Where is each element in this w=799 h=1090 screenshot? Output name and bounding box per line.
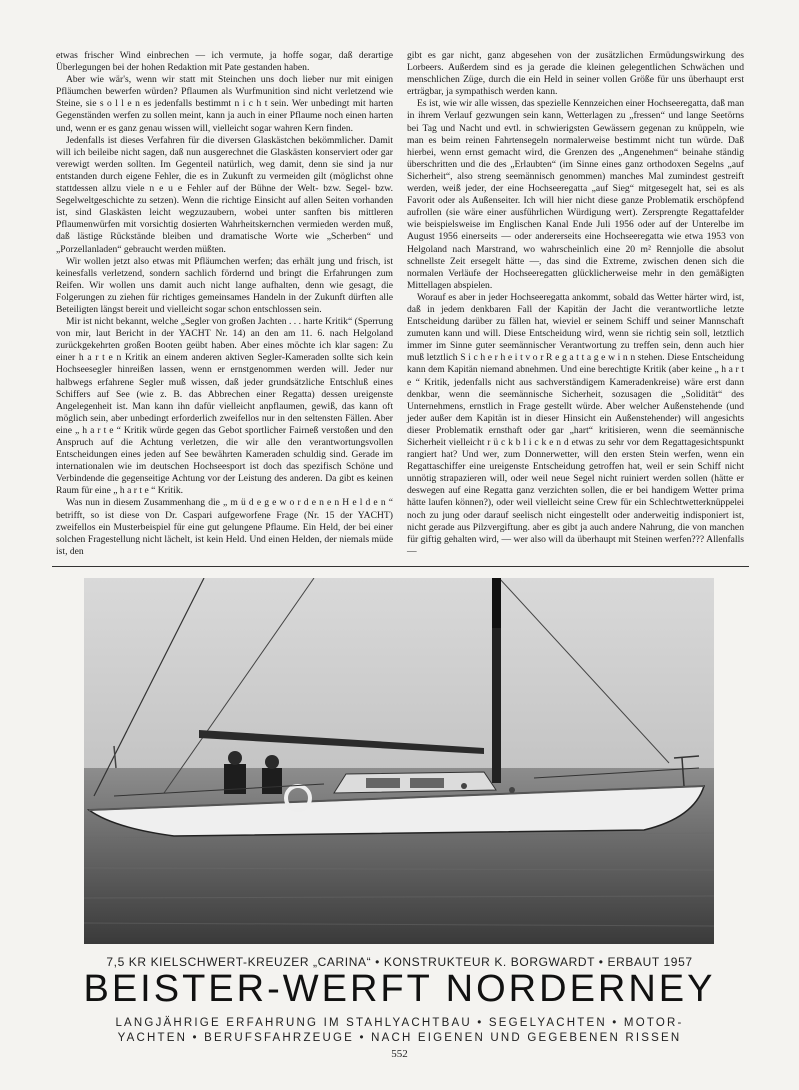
- paragraph: etwas frischer Wind einbrechen — ich vermute, ja hoffe sogar, daß derartige Überlegungen bei der hohen Redaktion mit Pate gestanden haben.: [56, 50, 393, 74]
- paragraph: Es ist, wie wir alle wissen, das spezielle Kennzeichen einer Hochseeregatta, daß man in ihrem Verlauf gezwungen sein kann, Wetterlagen zu „fressen“ und lange Seetörns bei Tag und Nacht und evtl. in schwierigsten Gewässern gegenan zu knüppeln, wie man es beim reinen Fahrtensegeln normalerweise bestimmt nicht tun würde. Daß hierbei, wenn ernst gemacht wird, die Grenzen des „Angenehmen“ beinahe ständig überschritten und die des „Erlaubten“ (im Sinne eines ganz orthodoxen Segelns „auf Sicherheit“, also streng seemännisch genommen) manches Mal zumindest gestreift werden, weiß jeder, der eine Hochseeregatta „auf Sieg“ mitgesegelt hat, sei es als Favorit oder als Außenseiter. Ich will hier nicht diese ganze Problematik erschöpfend aufrollen (sie wäre einer ausführlichen Würdigung wert). Zersprengte Regattafelder wie beispielsweise im Englischen Kanal Ende Juli 1956 oder auf der Unterelbe im August 1956 einerseits — oder andererseits eine Hochseeregatta wie etwa 1953 von Helgoland nach Marstrand, wo wahrscheinlich eine 20 m² Rennjolle die absolut schnellste Zeit ersegelt hätte —, das sind die Extreme, zwischen denen sich die normalen Verläufe der Hochseeregatten glücklicherweise mehr in den gemäßigten Mittellagen abspielen.: [407, 98, 744, 291]
- photo-caption: 7,5 KR KIELSCHWERT-KREUZER „CARINA“ • KONSTRUKTEUR K. BORGWARDT • ERBAUT 1957: [106, 955, 693, 969]
- tagline-line-2: YACHTEN • BERUFSFAHRZEUGE • NACH EIGENEN UND GEGEBENEN RISSEN: [117, 1032, 682, 1044]
- paragraph: Wir wollen jetzt also etwas mit Pfläumchen werfen; das erhält jung und frisch, ist keinesfalls verletzend, sondern sachlich fördernd und bringt die Erfahrungen zum Reifen. Wir wollen uns damit auch nicht lange aufhalten, denn wie gesagt, die Folgerungen zu ziehen für richtiges gemeinsames Handeln in der Zukunft dürften alle Beteiligten längst bereit und vielleicht sogar schon entschlossen sein.: [56, 255, 393, 315]
- right-text-column: [407, 50, 744, 558]
- divider-rule: [52, 566, 749, 567]
- shipyard-brand-title: BEISTER-WERFT NORDERNEY: [83, 968, 716, 1010]
- tagline-line-1: LANGJÄHRIGE ERFAHRUNG IM STAHLYACHTBAU • SEGELYACHTEN • MOTOR-: [115, 1017, 684, 1029]
- page-number: 552: [391, 1048, 408, 1060]
- paragraph: Worauf es aber in jeder Hochseeregatta ankommt, sobald das Wetter härter wird, ist, daß in jedem denkbaren Fall der Kapitän der Jacht die verantwortliche letzte Entscheidung darüber zu fällen hat, wieviel er seinem Schiff und seiner Mannschaft zumuten kann und will. Diese Entscheidung wird, wenn sie richtig sein soll, letztlich immer im Sinne guter seemännischer Verantwortung zu treffen sein, denn auch hier muß letztlich S i c h e r h e i t v o r R e g a t t a g e w i n n stehen. Diese Entscheidung kann dem Kapitän niemand abnehmen. Und eine berechtigte Kritik (aber keine „ h a r t e “ Kritik, jedenfalls nicht aus sachverständigem Kameradenkreise) wäre erst dann denkbar, wenn die seemännische Sicherheit, sozusagen die „Solidität“ des Unternehmens, ernstlich in Frage gestellt würde. Aber welcher Außenstehende (und jeder außer dem Kapitän ist in dieser Hinsicht ein Außenstehender) will angesichts dieser Problematik ernsthaft oder gar „hart“ kritisieren, wenn die seemännische Sicherheit vielleicht r ü c k b l i c k e n d etwas zu sehr vor dem Regattagesichtspunkt rangiert hat? Und wer, zum Donnerwetter, will den ersten Stein werfen, wenn ein Regattaschiffer eine ureigenste Entscheidung getroffen hat, weil er sein Schiff nicht unnötig strapazieren will, oder weil neue Segel nicht ruiniert werden sollen (hätte er deswegen auf eine Regatta ganz verzichten sollen, die er bei handigem Wetter prima hätte laufen können?), oder weil vielleicht seine Crew für ein Schlechtwetterknüppelei noch zu jung oder darauf seelisch nicht eingestellt oder anderweitig indisponiert ist, nicht gerade aus Pilzvergiftung. aber es gibt ja auch andere Nahrung, die von manchen für giftig gehalten wird, — wer also will da überhaupt mit Steinen werfen??? Allenfalls —: [407, 291, 744, 557]
- left-text-column: [56, 50, 393, 558]
- paragraph: gibt es gar nicht, ganz abgesehen von der zusätzlichen Ermüdungswirkung des Lorbeers. Außerdem sind es ja gerade die kleinen gelegentlichen Schwächen und menschlichen Züge, durch die ein Held in seiner vollen Größe für uns überhaupt erst erträgbar, ja sympathisch werden kann.: [407, 50, 744, 98]
- paragraph: Mir ist nicht bekannt, welche „Segler von großen Jachten . . . harte Kritik“ (Sperrung von mir, laut Bericht in der YACHT Nr. 14) an den am 11. 6. nach Helgoland zurückgekehrten großen Booten geübt haben. Aber eines möchte ich klar sagen: Zu einer h a r t e n Kritik an einem anderen aktiven Segler-Kameraden sollte sich kein Hochseesegler hinreißen lassen, wenn er ernstgenommen werden will. Jeder nur halbwegs erfahrene Segler muß wissen, daß jeder grundsätzliche Entschluß eines Schiffers auf See (wie z. B. das Abbrechen einer Regatta) dessen ureigenste Angelegenheit ist. Man kann ihn dafür vielleicht anpflaumen, gewiß, das kann oft möglich sein, aber unbedingt erforderlich zweifellos nur in den seltensten Fällen. Aber eine „ h a r t e “ Kritik würde gegen das Gebot sportlicher Fairneß verstoßen und den Anspruch auf die Achtung verletzen, die wir alle den verantwortungsvollen Entscheidungen eines jeden auf See bewährten Kameraden schuldig sind. Gerade im internationalen wie im deutschen Hochseesport ist doch das spezifisch Schöne und Verbindende die gegenseitige Achtung vor der Leistung des anderen. Da gibt es keinen Raum für eine „ h a r t e “ Kritik.: [56, 316, 393, 497]
- paragraph: Jedenfalls ist dieses Verfahren für die diversen Glaskästchen bekömmlicher. Damit will ich beileibe nicht sagen, daß nun ausgerechnet die Glaskästen konserviert oder gar verewigt werden sollten. Im Gegenteil natürlich, weg damit, denn sie sind ja nur entstanden durch eigene Fehler, die es in Zukunft zu vermeiden gilt (möglichst ohne stattdessen allzu viele n e u e Fehler auf der Bühne der Welt- bzw. Segel- bzw. Segelweltgeschichte zu setzen). Wenn die richtige Einsicht auf allen Seiten vorhanden ist, sind Glaskästen leicht wegzuzaubern, wobei unter sanften bis mittleren Pflaumenwürfen mit vorsichtig dosierten Wahrheitskernchen vermieden werden muß, daß lästige Rückstände bleiben und dramatische Worte wie „Scherben“ und „Porzellanladen“ gebraucht werden müßten.: [56, 134, 393, 255]
- paragraph: Was nun in diesem Zusammenhang die „ m ü d e g e w o r d e n e n H e l d e n “ betrifft, so ist diese von Dr. Caspari aufgeworfene Frage (Nr. 15 der YACHT) zweifellos ein Musterbeispiel für eine gut gelungene Pflaume. Ein Held, der bei einer solchen Fragestellung nicht lächelt, ist kein Held. Und einen Helden, der niemals müde ist, den: [56, 497, 393, 557]
- paragraph: Aber wie wär's, wenn wir statt mit Steinchen uns doch lieber nur mit einigen Pfläumchen bewerfen würden? Pflaumen als Wurfmunition sind nicht verletzend wie Steine, sie s o l l e n es jedenfalls bestimmt n i c h t sein. Wer unbedingt mit harten Gegenständen werfen zu sollen meint, kann ja auch in einer Pflaume noch einen harten und, wenn er es ganz genau wissen will, vielleicht sogar wahren Kern finden.: [56, 74, 393, 134]
- yacht-photo: [84, 578, 714, 944]
